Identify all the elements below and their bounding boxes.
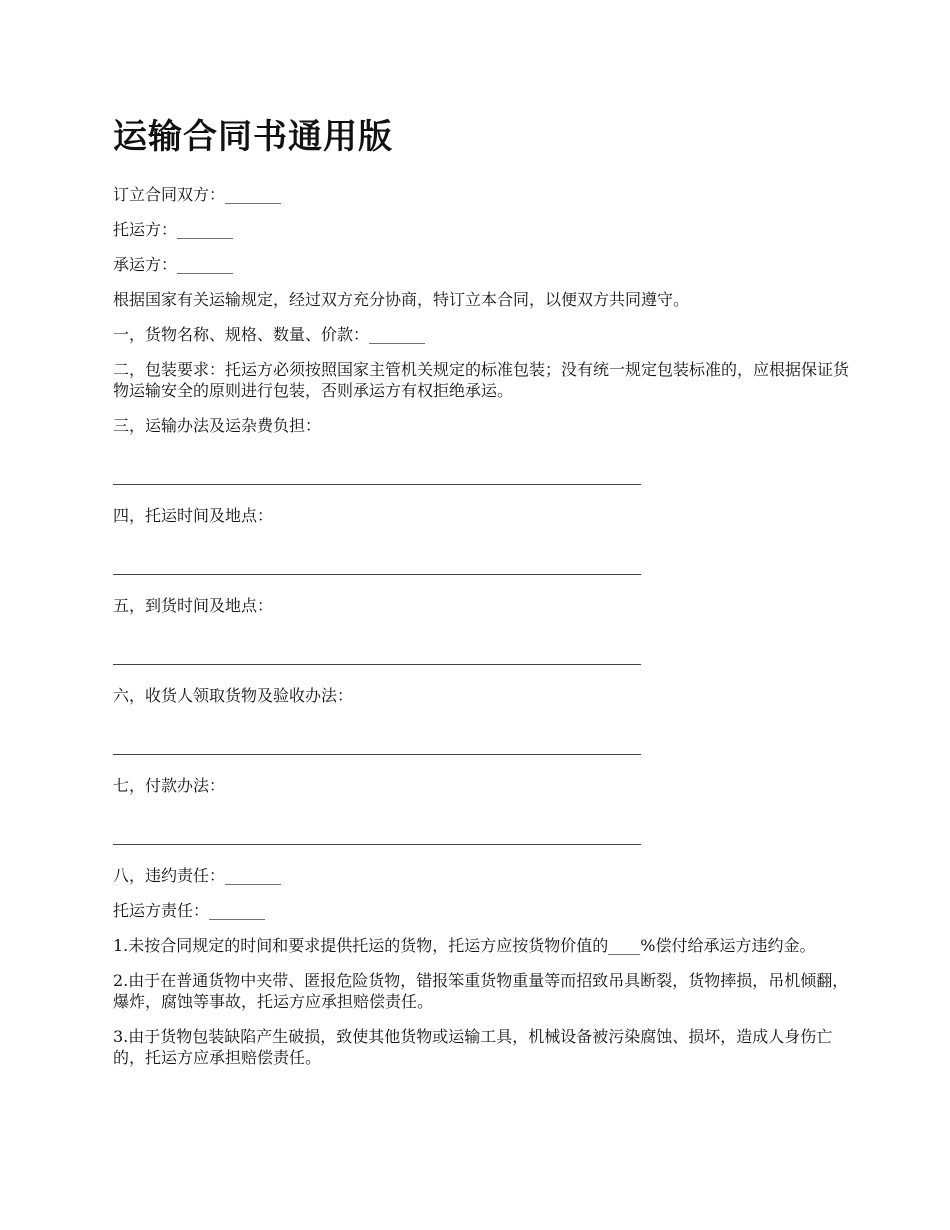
blank-line-3: __________________________________________________________________ [113,470,641,487]
document-title: 运输合同书通用版 [113,117,393,157]
blank-line-4: __________________________________________________________________ [113,560,641,577]
document-page [113,110,853,1082]
clause-1: 一，货物名称、规格、数量、价款：_______ [113,325,426,344]
liability-item-3: 3.由于货物包装缺陷产生破损，致使其他货物或运输工具，机械设备被污染腐蚀、损坏，造成人身伤亡的，托运方应承担赔偿责任。 [113,1027,833,1067]
preamble: 根据国家有关运输规定，经过双方充分协商，特订立本合同，以便双方共同遵守。 [113,290,690,309]
shipper-line: 托运方：_______ [113,220,234,239]
clause-6: 六，收货人领取货物及验收办法： [113,686,354,705]
clause-8: 八，违约责任：_______ [113,866,282,885]
parties-line: 订立合同双方：_______ [113,185,282,204]
liability-item-1: 1.未按合同规定的时间和要求提供托运的货物，托运方应按货物价值的____%偿付给承运方违约金。 [113,936,816,955]
clause-4: 四，托运时间及地点： [113,506,274,525]
shipper-liability: 托运方责任：_______ [113,901,266,920]
clause-7: 七，付款办法： [113,776,226,795]
blank-line-6: __________________________________________________________________ [113,740,641,757]
clause-5: 五，到货时间及地点： [113,596,274,615]
liability-item-2: 2.由于在普通货物中夹带、匿报危险货物，错报笨重货物重量等而招致吊具断裂，货物摔损，吊机倾翻，爆炸，腐蚀等事故，托运方应承担赔偿责任。 [113,971,849,1011]
carrier-line: 承运方：_______ [113,255,234,274]
clause-3: 三，运输办法及运杂费负担： [113,416,322,435]
blank-line-5: __________________________________________________________________ [113,650,641,667]
clause-2: 二，包装要求：托运方必须按照国家主管机关规定的标准包装；没有统一规定包装标准的，应根据保证货物运输安全的原则进行包装，否则承运方有权拒绝承运。 [113,360,850,400]
blank-line-7: __________________________________________________________________ [113,830,641,847]
